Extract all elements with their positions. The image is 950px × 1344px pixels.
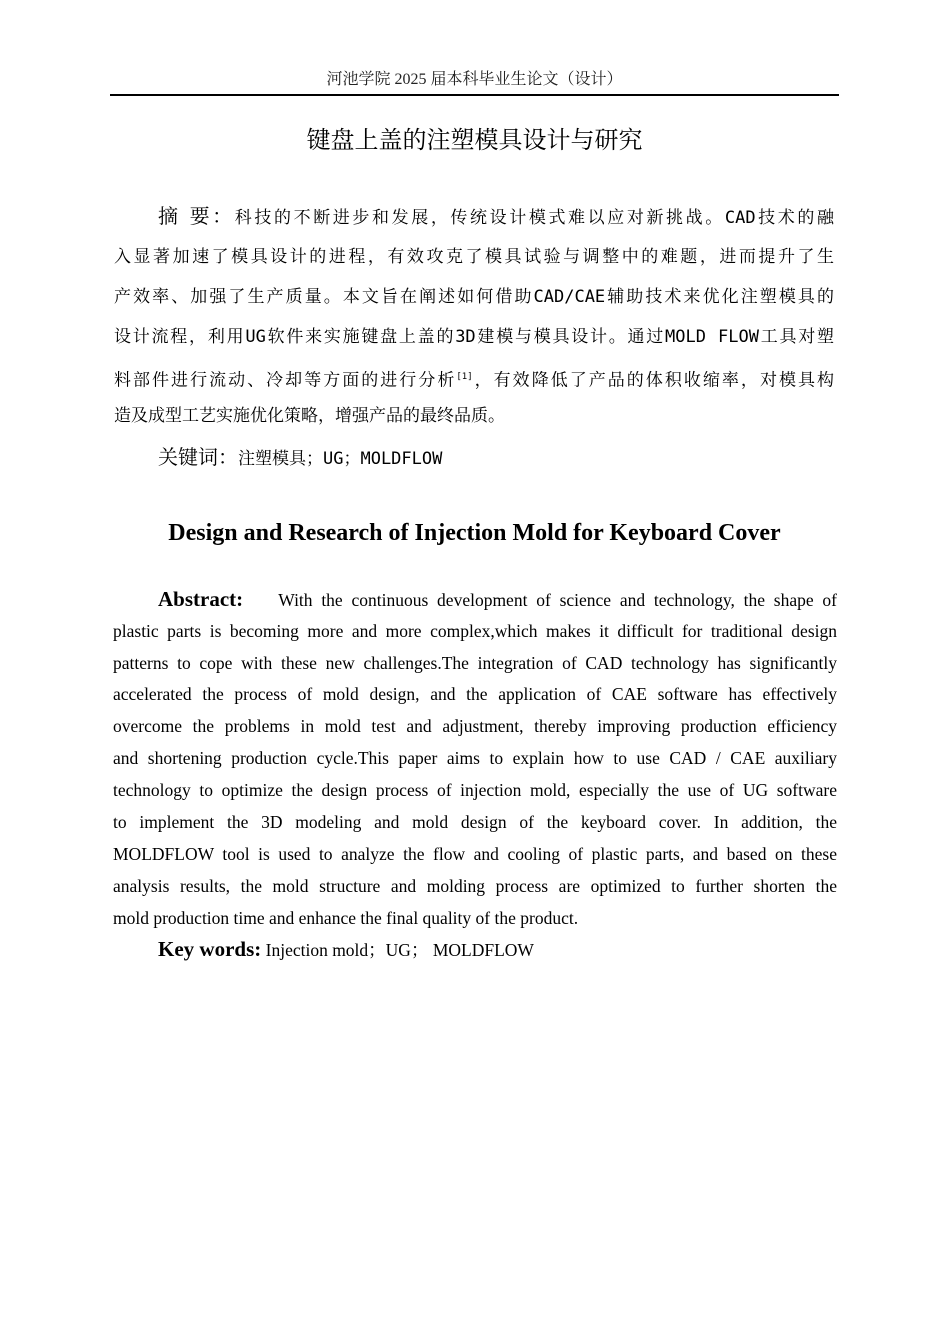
citation-ref: [1]: [456, 372, 473, 382]
abstract-en-line: and shortening production cycle.This paper aims to explain how to use CAD / CAE auxiliary: [113, 748, 837, 768]
abstract-cn-line: 料部件进行流动、冷却等方面的进行分析[1]，有效降低了产品的体积收缩率，对模具构: [114, 370, 835, 391]
keywords-cn: 关键词：注塑模具；UG；MOLDFLOW: [158, 445, 443, 469]
abstract-en-line: technology to optimize the design process of injection mold, especially the use of UG software: [113, 780, 837, 800]
abstract-en-line: to implement the 3D modeling and mold design of the keyboard cover. In addition, the: [113, 812, 837, 832]
running-header: 河池学院 2025 届本科毕业生论文（设计）: [326, 71, 623, 88]
abstract-en-line: plastic parts is becoming more and more complex,which makes it difficult for traditional design: [113, 621, 837, 641]
abstract-cn-line: 造及成型工艺实施优化策略，增强产品的最终品质。: [114, 406, 505, 426]
abstract-en-line: accelerated the process of mold design, and the application of CAE software has effectively: [113, 684, 837, 704]
abstract-cn-line: 产效率、加强了生产质量。本文旨在阐述如何借助CAD/CAE辅助技术来优化注塑模具的: [114, 287, 834, 307]
english-title: Design and Research of Injection Mold for Keyboard Cover: [168, 520, 781, 546]
abstract-en-line: overcome the problems in mold test and adjustment, thereby improving production efficiency: [113, 716, 837, 736]
abstract-cn-line: 摘 要：科技的不断进步和发展，传统设计模式难以应对新挑战。CAD技术的融: [158, 204, 834, 228]
keywords-en: Key words: Injection mold；UG； MOLDFLOW: [158, 937, 534, 961]
abstract-en-line: analysis results, the mold structure and molding process are optimized to further shorten the: [113, 876, 837, 896]
abstract-en-line: mold production time and enhance the final quality of the product.: [113, 908, 579, 928]
abstract-en-line: patterns to cope with these new challenges.The integration of CAD technology has significantly: [113, 653, 837, 673]
abstract-en-line: MOLDFLOW tool is used to analyze the flow and cooling of plastic parts, and based on these: [113, 844, 837, 864]
header-rule: [110, 94, 839, 96]
abstract-cn-label: 摘 要：: [158, 204, 235, 228]
abstract-cn-line: 入显著加速了模具设计的进程，有效攻克了模具试验与调整中的难题，进而提升了生: [114, 247, 834, 267]
chinese-title: 键盘上盖的注塑模具设计与研究: [306, 126, 643, 154]
abstract-en-label: Abstract:: [158, 587, 244, 611]
abstract-cn-line: 设计流程，利用UG软件来实施键盘上盖的3D建模与模具设计。通过MOLD FLOW工具对塑: [114, 327, 834, 347]
abstract-en-line: Abstract: With the continuous development of science and technology, the shape of: [158, 587, 838, 611]
